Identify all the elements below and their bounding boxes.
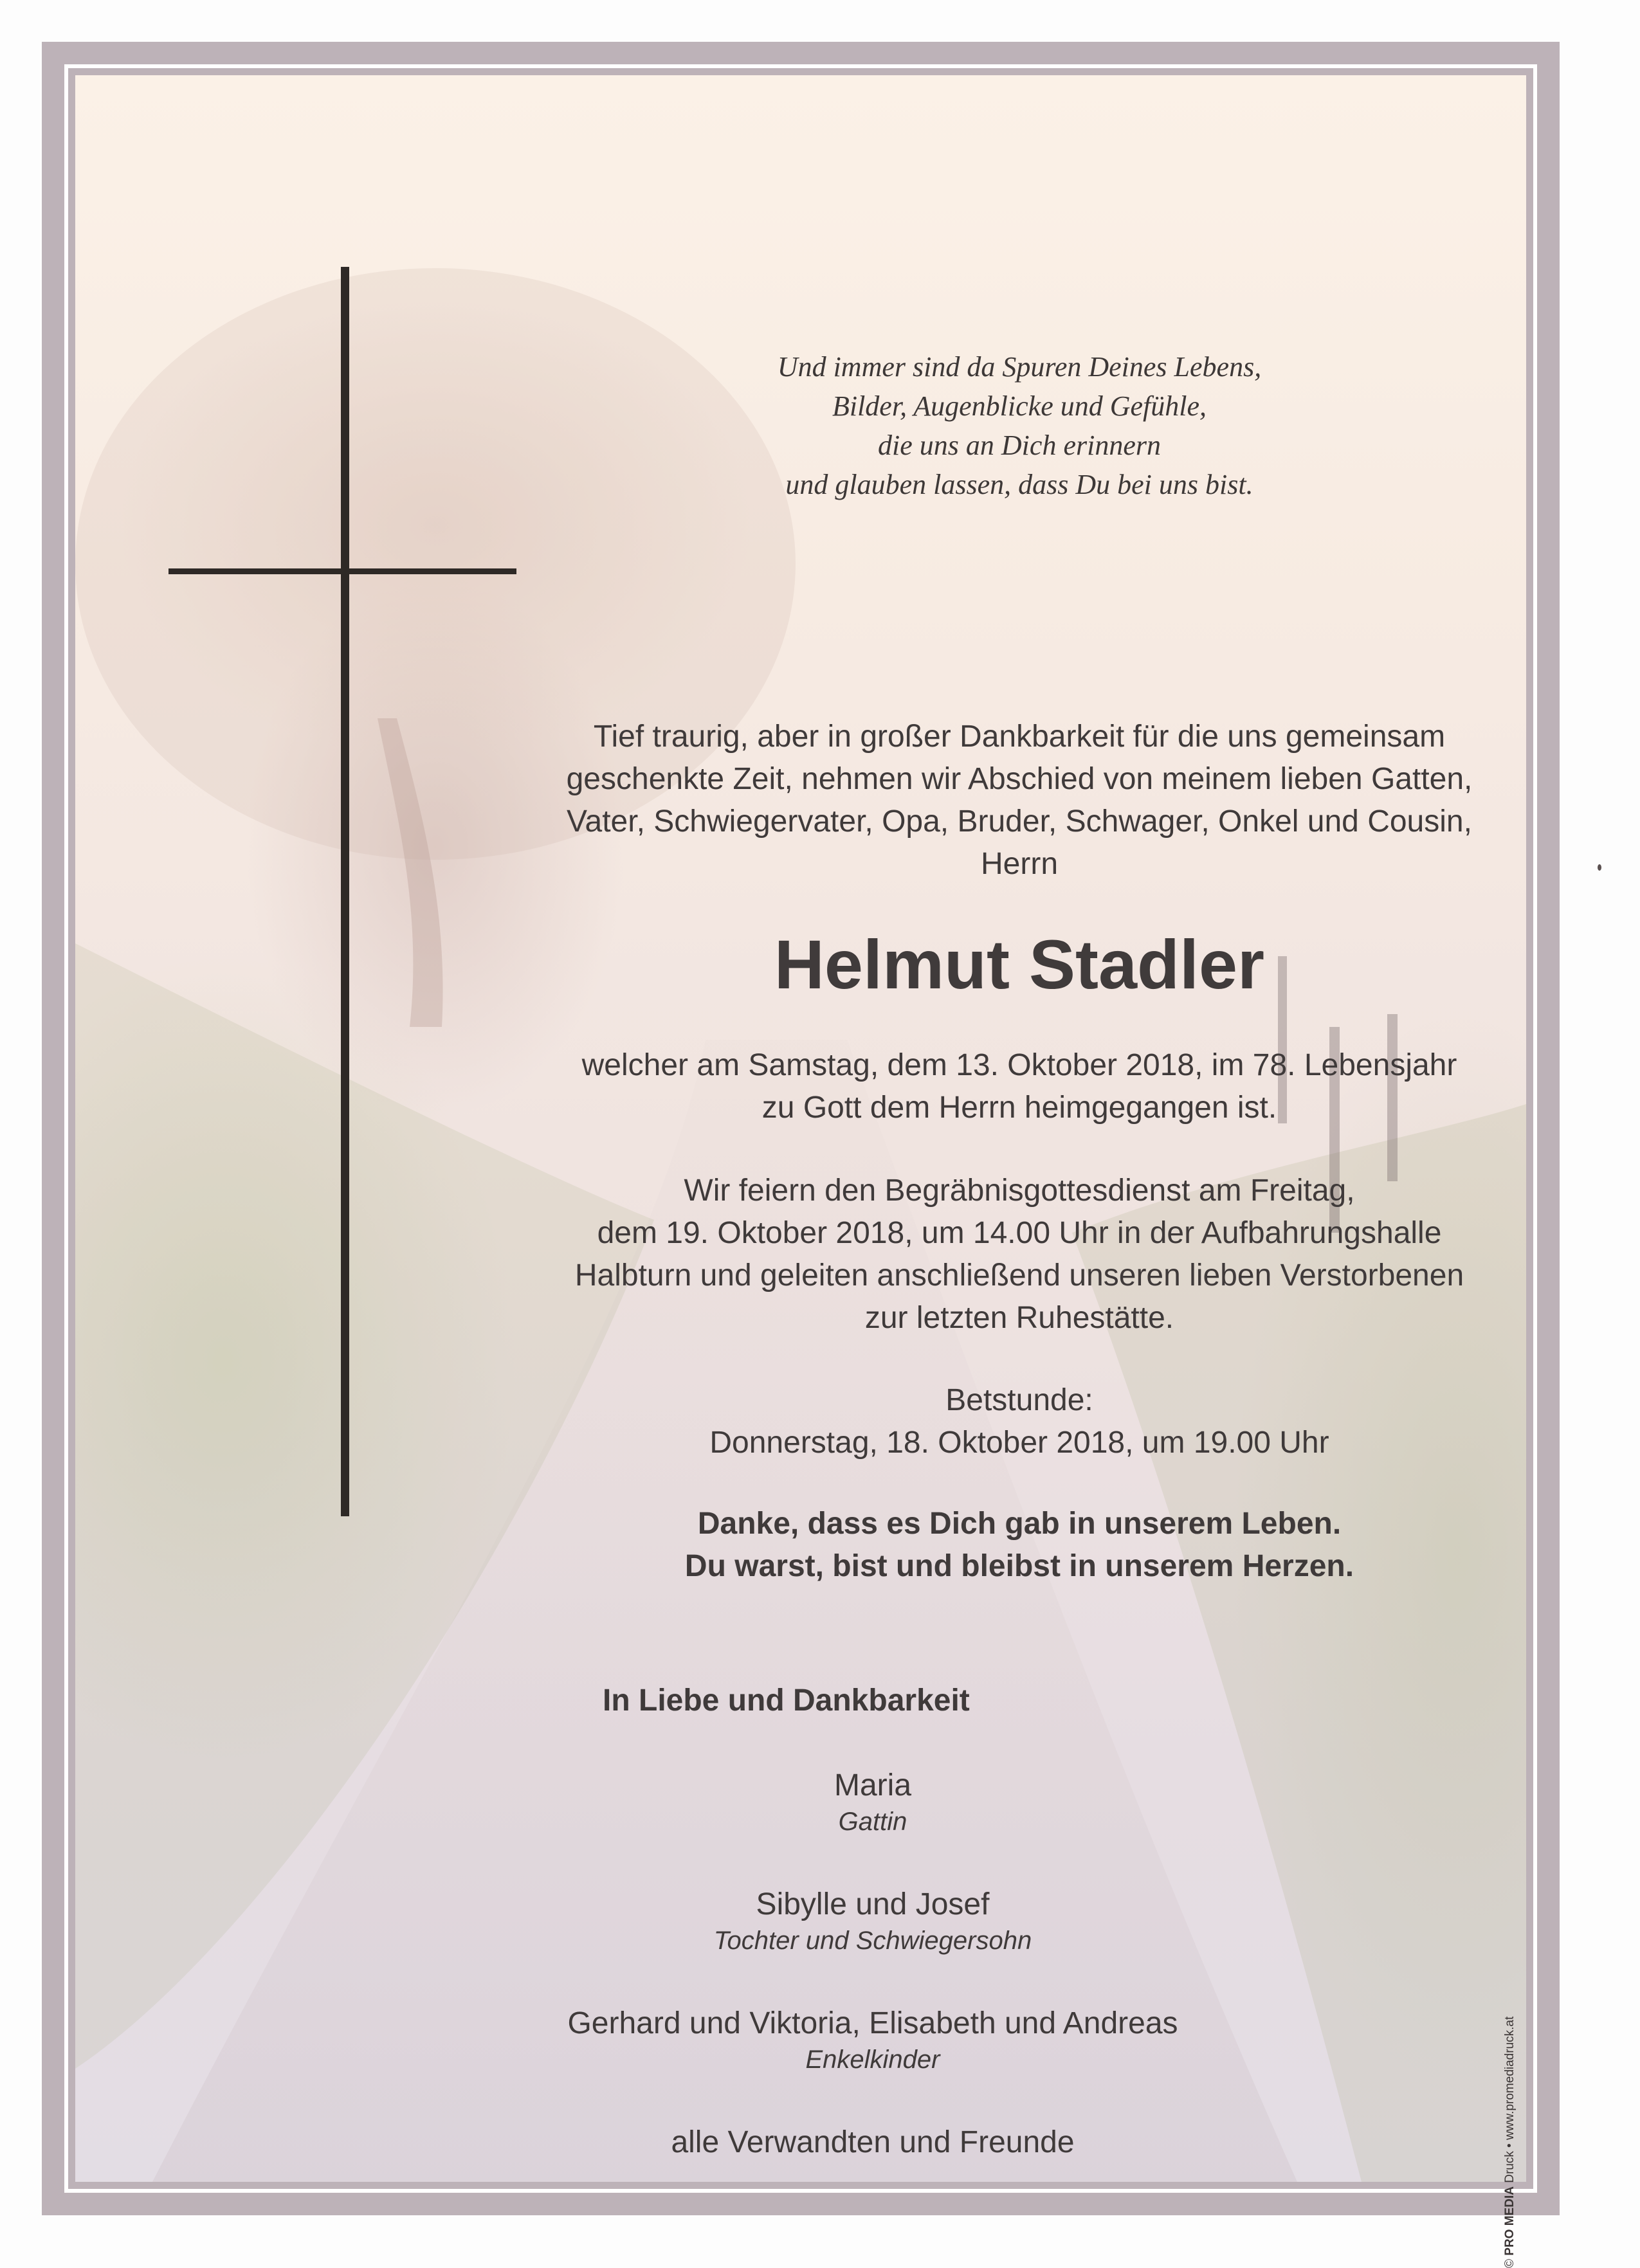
mourner-entry xyxy=(461,1885,1284,1957)
cross-horizontal-bar xyxy=(169,568,516,574)
obituary-card xyxy=(75,75,1526,2268)
mourner-names: Gerhard und Viktoria, Elisabeth und Andreas xyxy=(567,2006,1178,2040)
mourners-heading: In Liebe und Dankbarkeit xyxy=(603,1683,970,1718)
intro-line: Vater, Schwiegervater, Opa, Bruder, Schwager, Onkel und Cousin, xyxy=(567,804,1472,839)
poem-line: und glauben lassen, dass Du bei uns bist. xyxy=(785,469,1253,500)
memorial-poem xyxy=(513,347,1526,504)
intro-paragraph xyxy=(513,716,1526,885)
mourner-relation: Enkelkinder xyxy=(805,2046,940,2074)
mourner-entry xyxy=(461,1766,1284,1838)
mourner-names: Maria xyxy=(834,1768,912,1802)
imprint-rest: Druck • www.promediadruck.at xyxy=(1503,2016,1517,2187)
prayer-label: Betstunde: xyxy=(945,1383,1093,1417)
poem-line: die uns an Dich erinnern xyxy=(878,430,1161,461)
mourner-entry xyxy=(461,2123,1284,2162)
scan-speck xyxy=(1598,864,1601,871)
intro-line: Herrn xyxy=(980,847,1059,881)
funeral-line: zur letzten Ruhestätte. xyxy=(864,1301,1174,1335)
prayer-when: Donnerstag, 18. Oktober 2018, um 19.00 Uhr xyxy=(709,1426,1329,1460)
imprint-prefix: © xyxy=(1503,2255,1517,2268)
mourner-entry xyxy=(461,2004,1284,2076)
funeral-line: dem 19. Oktober 2018, um 14.00 Uhr in der Aufbahrungshalle xyxy=(597,1216,1442,1250)
intro-line: geschenkte Zeit, nehmen wir Abschied von meinem lieben Gatten, xyxy=(566,762,1473,796)
poem-line: Bilder, Augenblicke und Gefühle, xyxy=(832,390,1207,422)
prayer-service xyxy=(513,1379,1526,1464)
mourner-relation: Tochter und Schwiegersohn xyxy=(713,1927,1032,1955)
imprint-brand: PRO MEDIA xyxy=(1503,2186,1517,2256)
mourner-names: alle Verwandten und Freunde xyxy=(671,2125,1075,2159)
farewell-message xyxy=(513,1503,1526,1588)
printer-imprint xyxy=(1503,2017,1517,2268)
funeral-line: Wir feiern den Begräbnisgottesdienst am Freitag, xyxy=(684,1174,1355,1208)
death-notice xyxy=(513,1044,1526,1129)
intro-line: Tief traurig, aber in großer Dankbarkeit für die uns gemeinsam xyxy=(593,720,1446,754)
funeral-details xyxy=(513,1170,1526,1339)
death-line: zu Gott dem Herrn heimgegangen ist. xyxy=(761,1091,1277,1125)
mourner-names: Sibylle und Josef xyxy=(756,1887,990,1921)
farewell-line: Du warst, bist und bleibst in unserem Herzen. xyxy=(684,1549,1354,1583)
poem-line: Und immer sind da Spuren Deines Lebens, xyxy=(777,351,1262,383)
farewell-line: Danke, dass es Dich gab in unserem Leben. xyxy=(697,1507,1342,1541)
death-line: welcher am Samstag, dem 13. Oktober 2018, im 78. Lebensjahr xyxy=(581,1048,1457,1082)
funeral-line: Halbturn und geleiten anschließend unseren lieben Verstorbenen xyxy=(574,1258,1464,1293)
deceased-name: Helmut Stadler xyxy=(774,925,1265,1003)
mourner-relation: Gattin xyxy=(838,1808,907,1836)
cross-vertical-bar xyxy=(341,267,349,1516)
